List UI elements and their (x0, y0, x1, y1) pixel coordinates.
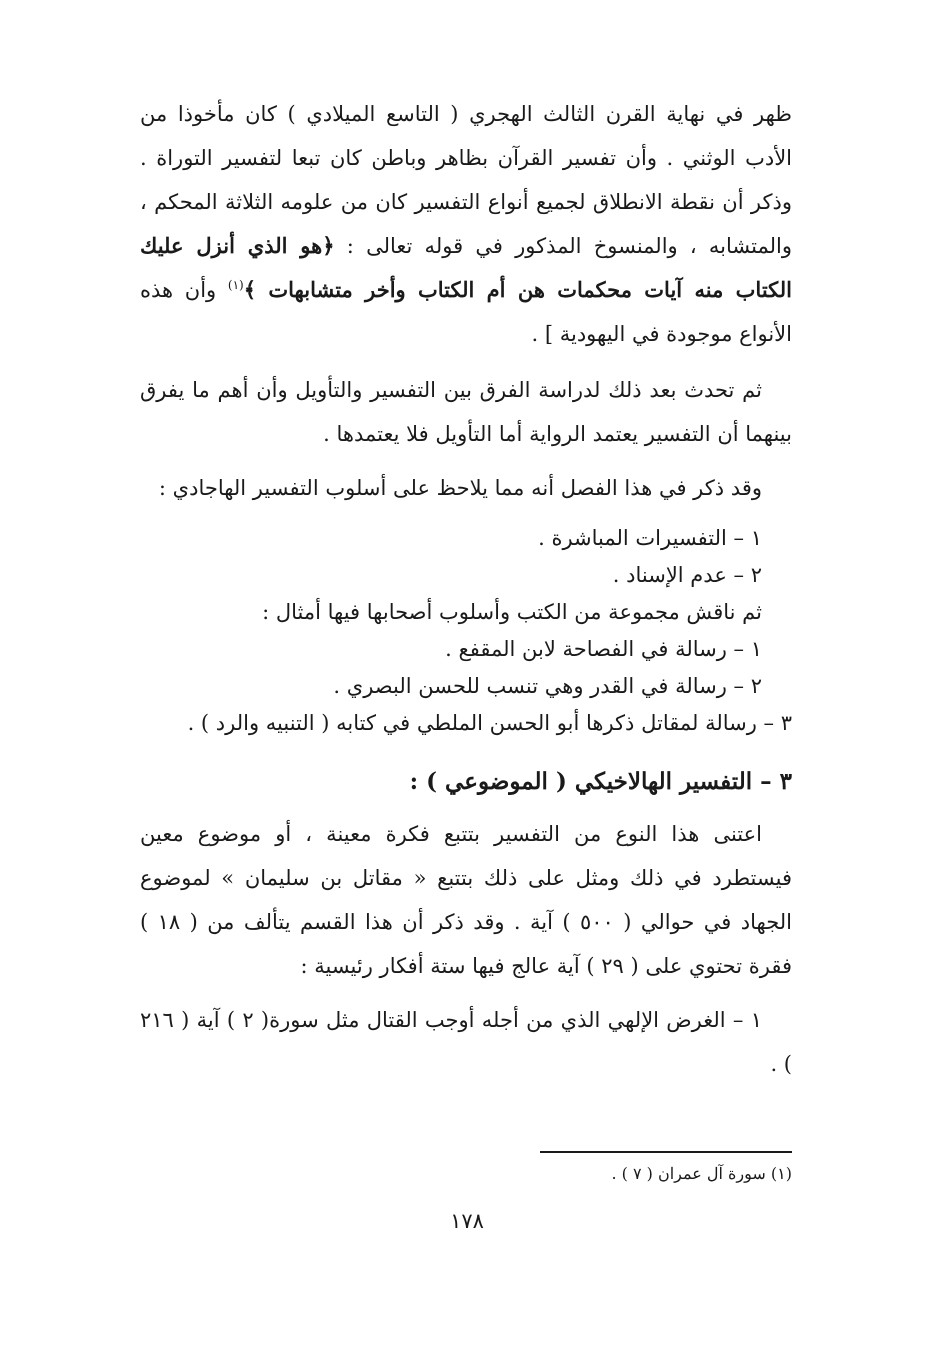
list-item: ٢ – رسالة في القدر وهي تنسب للحسن البصري . (333, 674, 762, 698)
list-item: ٣ – رسالة لمقاتل ذكرها أبو الحسن الملطي في كتابه ( التنبيه والرد ) . (187, 711, 792, 735)
paragraph-1-text-start: ظهر في نهاية القرن الثالث الهجري ( التاسع الميلادي ) كان مأخوذا من الأدب الوثني . وأن تفسير القرآن بظاهر وباطن كان تبعا لتفسير التوراة . وذكر أن نقطة الانطلاق لجميع أنواع التفسير كان من علومه الثلاثة المحكم ، والمتشابه ، والمنسوخ المذكور في قوله تعالى : (140, 102, 792, 258)
section-heading: ٣ – التفسير الهالاخيكي ( الموضوعي ) : (409, 768, 792, 795)
footnote: (١) سورة آل عمران ( ٧ ) . (611, 1164, 792, 1183)
list-item: ١ – رسالة في الفصاحة لابن المقفع . (445, 637, 762, 661)
books-list (140, 631, 792, 742)
footnote-divider (540, 1151, 792, 1153)
page-number: ١٧٨ (450, 1209, 484, 1233)
paragraph-5: ١ – الغرض الإلهي الذي من أجله أوجب القتال مثل سورة( ٢ ) آية ( ٢١٦ ) . (140, 1008, 792, 1076)
page-body (140, 92, 792, 1096)
books-list-intro: ثم ناقش مجموعة من الكتب وأسلوب أصحابها فيها أمثال : (262, 600, 762, 624)
features-list (140, 520, 792, 594)
quran-verse: ﴿هو الذي أنزل عليك الكتاب منه آيات محكمات هن أم الكتاب وأخر متشابهات ﴾ (140, 233, 792, 302)
paragraph-2: ثم تحدث بعد ذلك لدراسة الفرق بين التفسير والتأويل وأن أهم ما يفرق بينهما أن التفسير يعتمد الرواية أما التأويل فلا يعتمدها . (140, 378, 792, 446)
paragraph-1-text-end: وأن هذه الأنواع موجودة في اليهودية ] . (140, 278, 792, 346)
list-item: ٢ – عدم الإسناد . (612, 563, 762, 587)
paragraph-4: اعتنى هذا النوع من التفسير بتتبع فكرة معينة ، أو موضوع معين فيستطرد في ذلك ومثل على ذلك بتتبع « مقاتل بن سليمان » لموضوع الجهاد في حوالي ( ٥٠٠ ) آية . وقد ذكر أن هذا القسم يتألف من ( ١٨ ) فقرة تحتوي على ( ٢٩ ) آية عالج فيها ستة أفكار رئيسية : (140, 822, 792, 978)
footnote-marker[interactable]: (١) (227, 278, 244, 292)
paragraph-1 (140, 92, 792, 356)
paragraph-3: وقد ذكر في هذا الفصل أنه مما يلاحظ على أسلوب التفسير الهاجادي : (158, 476, 762, 500)
list-item: ١ – التفسيرات المباشرة . (538, 526, 762, 550)
